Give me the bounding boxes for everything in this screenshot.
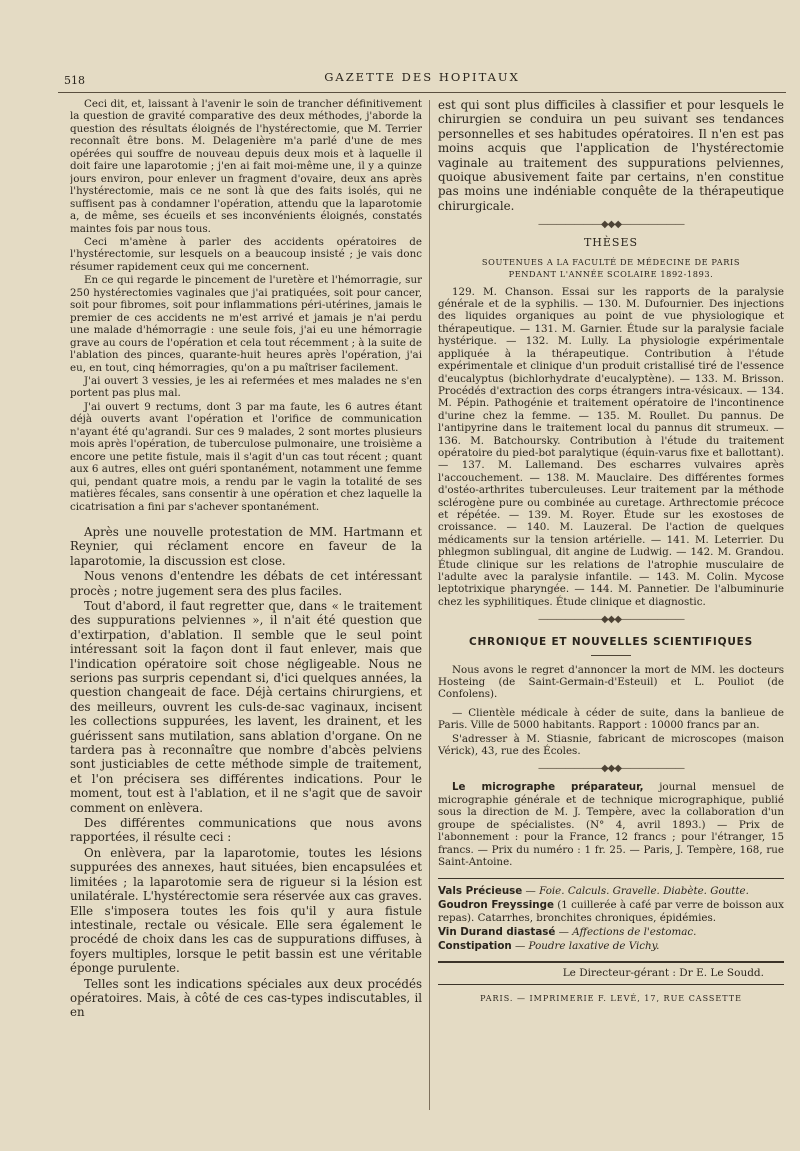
section-ornament: ———————◆◆◆——————— — [537, 219, 685, 231]
footer-rule — [438, 961, 784, 963]
column-divider — [429, 100, 430, 1110]
paragraph: Ceci dit, et, laissant à l'avenir le soin de trancher définitivement la question de gravité comparative des deux méthodes, j'aborde la question des résultats éloignés de l'hystérectomie, que M. Terrier reconnaît être bons. M. Delagenière m'a parlé d'une de mes opérées qui souffre de nouveau depuis deux mois et à laquelle il doit faire une laparotomie ; j'en ai fait moi-même une, il y a quinze jours environ, pour enlever un fragment d'ovaire, deux ans après l'hystérectomie, mais ce ne sont là que des faits isolés, qui ne suffisent pas à condamner l'opération, attendu que la laparotomie a, de même, ses écueils et ses inconvénients éloignés, constatés maintes fois par nous tous. — [70, 98, 422, 235]
paragraph: J'ai ouvert 9 rectums, dont 3 par ma faute, les 6 autres étant déjà ouverts avant l'opération et l'orifice de communication n'ayant été qu'agrandi. Sur ces 9 malades, 2 sont mortes plusieurs mois après l'opération, de tuberculose pulmonaire, une troisième a encore une petite fistule, mais il s'agit d'un cas tout récent ; quant aux 6 autres, elles ont guéri spontanément, notamment une femme qui, pendant quatre mois, a rendu par le vagin la totalité de ses matières fécales, sans consentir à une opération et chez laquelle la cicatrisation a fini par s'achever spontanément. — [70, 400, 422, 513]
theses-subtitle — [438, 256, 784, 280]
editorial-commentary — [70, 525, 422, 1020]
ad-product: Constipation — [438, 940, 512, 953]
section-ornament: ———————◆◆◆——————— — [537, 614, 685, 626]
theses-subtitle-line: PENDANT L'ANNÉE SCOLAIRE 1892-1893. — [508, 268, 714, 279]
short-rule — [591, 655, 631, 656]
page-header — [58, 66, 786, 90]
paragraph: — Clientèle médicale à céder de suite, dans la banlieue de Paris. Ville de 5000 habitants. Rapport : 10000 francs par an. — [438, 706, 784, 732]
right-column — [438, 98, 784, 1138]
footer-thin-rule — [438, 984, 784, 985]
paragraph: Nous avons le regret d'annoncer la mort de MM. les docteurs Hosteing (de Saint-Germain-d'Esteuil) et L. Pouliot (de Confolens). — [438, 663, 784, 701]
micrographe-text: journal mensuel de micrographie générale et de technique micrographique, publié sous la direction de M. J. Tempère, avec la collaboration d'un groupe de spécialistes. (N° 4, avril 1893.) — Prix de l'abonnement : pour la France, 12 francs ; pour l'étranger, 15 francs. — Prix du numéro : 1 fr. 25. — Paris, J. Tempère, 168, rue Saint-Antoine. — [438, 781, 784, 868]
theses-subtitle-line: SOUTENUES A LA FACULTÉ DE MÉDECINE DE PARIS — [481, 256, 741, 267]
printer-imprint: PARIS. — IMPRIMERIE F. LEVÉ, 17, RUE CASSETTE — [480, 993, 742, 1003]
ad-product: Vin Durand diastasé — [438, 926, 556, 939]
theses-title: THÈSES — [583, 236, 639, 250]
surgeon-statement — [70, 98, 422, 513]
continuation-paragraph: est qui sont plus difficiles à classifier et pour lesquels le chirurgien se conduira un peu suivant ses tendances personnelles et ses habitudes opératoires. Il n'en est pas moins acquis que l'application de l'hystérectomie vaginale au traitement des suppurations pelviennes, quoique abusivement faite par certains, n'en constitue pas moins une indéniable conquête de la thérapeutique chirurgicale. — [438, 98, 784, 213]
paragraph: Ceci m'amène à parler des accidents opératoires de l'hystérectomie, sur lesquels on a beaucoup insisté ; je vais donc résumer rapidement ceux qui me concernent. — [70, 235, 422, 273]
ad-desc: (1 cuillerée à café par verre de boisson aux repas). Catarrhes, bronchites chroniques, épidémies. — [438, 899, 784, 925]
ad-desc: — Foie. Calculs. Gravelle. Diabète. Goutte. — [522, 885, 749, 898]
advertisements — [438, 885, 784, 953]
ad-line — [438, 940, 784, 953]
running-title: GAZETTE DES HOPITAUX — [324, 70, 520, 84]
page-number: 518 — [64, 74, 85, 87]
paragraph: Après une nouvelle protestation de MM. Hartmann et Reynier, qui réclament encore en faveur de la laparotomie, la discussion est close. — [70, 524, 422, 568]
ad-product: Goudron Freyssinge — [438, 899, 554, 912]
paragraph: Des différentes communications que nous avons rapportées, il résulte ceci : — [70, 816, 422, 845]
paragraph: S'adresser à M. Stiasnie, fabricant de microscopes (maison Vérick), 43, rue des Écoles. — [438, 732, 784, 758]
paragraph: En ce qui regarde le pincement de l'uretère et l'hémorragie, sur 250 hystérectomies vaginales que j'ai pratiquées, soit pour cancer, soit pour fibromes, soit pour inflammations péri-utérines, jamais le premier de ces accidents ne m'est arrivé et jamais je n'ai perdu une malade d'hémorragie : une seule fois, j'ai eu une hémorragie grave au cours de l'opération et cela tout récemment ; à la suite de l'ablation des pinces, quarante-huit heures après l'opération, j'ai eu, en tout, cinq hémorragies, qu'on a pu maîtriser facilement. — [70, 274, 422, 374]
paragraph: Nous venons d'entendre les débats de cet intéressant procès ; notre jugement sera des plus faciles. — [70, 569, 422, 598]
section-ornament: ———————◆◆◆——————— — [537, 763, 685, 775]
micrographe-lead: Le micrographe préparateur, — [452, 781, 644, 794]
paragraph: Tout d'abord, il faut regretter que, dans « le traitement des suppurations pelviennes », il n'ait été question que d'extirpation, d'ablation. Il semble que le seul point intéressant soit la façon dont il faut enlever, mais que l'indication opératoire soit chose négligeable. Nous ne serions pas surpris cependant si, d'ici quelques années, la question changeait de face. Déjà certains chirurgiens, et des meilleurs, ouvrent les culs-de-sac vaginaux, incisent les collections suppurées, les lavent, les drainent, et les guérissent sans mutilation, sans ablation d'organe. On ne tardera pas à reconnaître que nombre d'abcès pelviens sont justiciables de cette méthode simple de traitement, et l'on précisera ses différentes indications. Pour le moment, tout est à l'ablation, et il ne s'agit que de savoir comment on enlèvera. — [70, 598, 422, 815]
ad-desc: — Affections de l'estomac. — [555, 926, 697, 939]
ad-line — [438, 899, 784, 925]
paragraph: On enlèvera, par la laparotomie, toutes les lésions suppurées des annexes, haut situées, bien encapsulées et limitées ; la laparotomie sera de rigueur si la lésion est unilatérale. L'hystérectomie sera réservée aux cas graves. Elle s'imposera toutes les fois qu'il y aura fistule intestinale, rectale ou vésicale. Elle sera également le procédé de choix dans les cas de suppurations diffuses, à foyers multiples, lorsque le petit bassin est une véritable éponge purulente. — [70, 845, 422, 976]
paragraph: Telles sont les indications spéciales aux deux procédés opératoires. Mais, à côté de ces cas-types indiscutables, il en — [70, 976, 422, 1020]
micrographe-notice — [438, 781, 784, 868]
ad-product: Vals Précieuse — [438, 885, 523, 898]
chronique-title: CHRONIQUE ET NOUVELLES SCIENTIFIQUES — [468, 636, 754, 649]
header-rule — [58, 92, 786, 93]
ad-line — [438, 926, 784, 939]
ad-line — [438, 885, 784, 898]
director-signature: Le Directeur-gérant : Dr E. Le Soudd. — [562, 967, 764, 980]
left-column — [70, 98, 422, 1128]
paragraph: J'ai ouvert 3 vessies, je les ai refermées et mes malades ne s'en portent pas plus mal. — [70, 374, 422, 400]
theses-list: 129. M. Chanson. Essai sur les rapports de la paralysie générale et de la syphilis. — 130. M. Dufournier. Des injections des liquides organiques au point de vue physiologique et thérapeutique. — 131. M. Garnier. Étude sur la paralysie faciale hystérique. — 132. M. Lully. La physiologie expérimentale appliquée à la thérapeutique. Contribution à l'étude expérimentale et clinique d'un produit cristallisé tiré de l'essence d'eucalyptus (bichlorhydrate d'eucalyptène). — 133. M. Brisson. Procédés d'extraction des corps étrangers intra-vésicaux. — 134. M. Pépin. Pathogénie et traitement opératoire de l'incontinence d'urine chez la femme. — 135. M. Roullet. Du pannus. De l'antipyrine dans le traitement local du pannus dit strumeux. — 136. M. Batchoursky. Contribution à l'étude du traitement opératoire du pied-bot paralytique (équin-varus fixe et ballottant). — 137. M. Lallemand. Des escharres vulvaires après l'accouchement. — 138. M. Mauclaire. Des différentes formes d'ostéo-arthrites tuberculeuses. Leur traitement par la méthode sclérogène pure ou combinée au curetage. Arthrectomie précoce et répétée. — 139. M. Royer. Étude sur les exostoses de croissance. — 140. M. Lauzeral. De l'action de quelques médicaments sur la tension artérielle. — 141. M. Leterrier. Du phlegmon sublingual, dit angine de Ludwig. — 142. M. Grandou. Étude clinique sur les relations de l'atrophie musculaire de l'adulte avec la paralysie infantile. — 143. M. Colin. Mycose leptotrixique pharyngée. — 144. M. Pannetier. De l'albuminurie chez les syphilitiques. Étude clinique et diagnostic. — [438, 285, 784, 608]
ads-rule — [438, 878, 784, 879]
ad-desc: — Poudre laxative de Vichy. — [511, 940, 660, 953]
